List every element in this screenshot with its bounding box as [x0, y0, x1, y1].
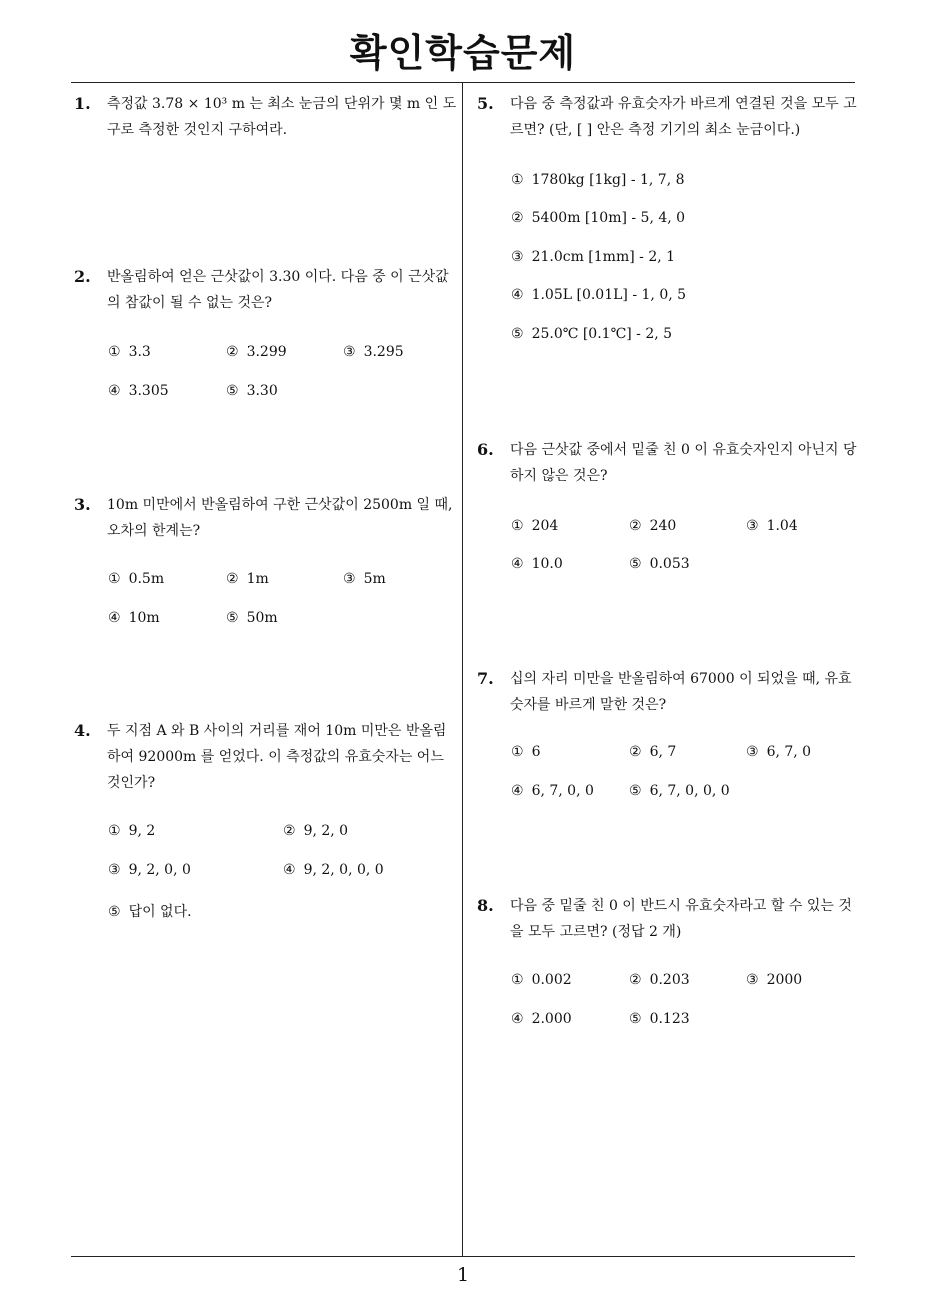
- option-1[interactable]: [108, 344, 151, 360]
- option-1[interactable]: [511, 172, 685, 188]
- option-text: 1.04: [766, 518, 798, 534]
- option-mark: ③: [511, 249, 524, 265]
- option-4[interactable]: [283, 862, 384, 878]
- option-mark: ②: [511, 210, 524, 226]
- option-text: 3.295: [363, 344, 404, 360]
- option-3[interactable]: [343, 571, 386, 587]
- option-5[interactable]: [629, 1011, 690, 1027]
- option-mark: ④: [511, 1011, 524, 1027]
- option-text: 3.299: [246, 344, 287, 360]
- option-text: 3.305: [128, 383, 169, 399]
- option-text: 3.30: [246, 383, 278, 399]
- option-2[interactable]: [226, 571, 269, 587]
- option-mark: ②: [283, 823, 296, 839]
- option-text: 3.3: [128, 344, 151, 360]
- option-text: 5m: [363, 571, 386, 587]
- option-mark: ⑤: [629, 556, 642, 572]
- option-mark: ①: [108, 571, 121, 587]
- option-5[interactable]: [108, 901, 192, 921]
- option-text: 1.05L [0.01L] - 1, 0, 5: [531, 287, 687, 303]
- option-mark: ④: [511, 783, 524, 799]
- bottom-rule: [71, 1256, 855, 1257]
- question-text: 다음 중 밑줄 친 0 이 반드시 유효숫자라고 할 수 있는 것을 모두 고르면? (정답 2 개): [510, 898, 852, 940]
- option-1[interactable]: [511, 744, 540, 760]
- option-text: 6, 7, 0, 0, 0: [649, 783, 730, 799]
- option-mark: ①: [511, 972, 524, 988]
- option-mark: ③: [343, 571, 356, 587]
- option-mark: ②: [629, 972, 642, 988]
- option-mark: ②: [226, 344, 239, 360]
- option-4[interactable]: [108, 383, 169, 399]
- option-mark: ④: [108, 383, 121, 399]
- option-mark: ①: [108, 344, 121, 360]
- question-number: 1.: [74, 94, 91, 113]
- option-mark: ④: [511, 287, 524, 303]
- option-4[interactable]: [108, 610, 160, 626]
- option-mark: ②: [629, 744, 642, 760]
- option-2[interactable]: [629, 744, 676, 760]
- option-text: 0.053: [649, 556, 690, 572]
- option-mark: ③: [746, 518, 759, 534]
- option-text: 답이 없다.: [128, 904, 192, 920]
- option-5[interactable]: [226, 383, 278, 399]
- option-text: 50m: [246, 610, 278, 626]
- option-4[interactable]: [511, 783, 594, 799]
- option-text: 5400m [10m] - 5, 4, 0: [531, 210, 686, 226]
- option-text: 9, 2, 0, 0: [128, 862, 191, 878]
- option-mark: ⑤: [108, 904, 121, 920]
- question-number: 6.: [477, 440, 494, 459]
- option-2[interactable]: [283, 823, 348, 839]
- question-number: 8.: [477, 896, 494, 915]
- option-mark: ①: [511, 744, 524, 760]
- option-5[interactable]: [226, 610, 278, 626]
- option-text: 21.0cm [1mm] - 2, 1: [531, 249, 676, 265]
- option-text: 9, 2: [128, 823, 156, 839]
- option-2[interactable]: [629, 972, 690, 988]
- question-text: 다음 근삿값 중에서 밑줄 친 0 이 유효숫자인지 아닌지 당하지 않은 것은?: [510, 442, 857, 484]
- option-mark: ②: [226, 571, 239, 587]
- option-1[interactable]: [511, 518, 558, 534]
- option-mark: ①: [108, 823, 121, 839]
- option-text: 6, 7: [649, 744, 677, 760]
- question-number: 5.: [477, 94, 494, 113]
- question-text: 10m 미만에서 반올림하여 구한 근삿값이 2500m 일 때, 오차의 한계는?: [107, 497, 453, 539]
- option-mark: ①: [511, 518, 524, 534]
- option-text: 25.0℃ [0.1℃] - 2, 5: [531, 326, 673, 342]
- option-4[interactable]: [511, 287, 686, 303]
- option-1[interactable]: [108, 571, 164, 587]
- option-mark: ③: [746, 744, 759, 760]
- question-number: 7.: [477, 669, 494, 688]
- option-text: 1m: [246, 571, 269, 587]
- option-text: 6, 7, 0, 0: [531, 783, 594, 799]
- option-text: 0.002: [531, 972, 572, 988]
- option-mark: ③: [343, 344, 356, 360]
- option-3[interactable]: [746, 744, 811, 760]
- option-text: 2000: [766, 972, 803, 988]
- column-divider: [462, 83, 463, 1256]
- option-mark: ①: [511, 172, 524, 188]
- option-3[interactable]: [746, 518, 798, 534]
- option-5[interactable]: [629, 783, 730, 799]
- option-text: 6, 7, 0: [766, 744, 812, 760]
- option-text: 10.0: [531, 556, 563, 572]
- page-number: 1: [456, 1264, 470, 1286]
- page-title: 확인학습문제: [349, 31, 577, 75]
- option-text: 0.123: [649, 1011, 690, 1027]
- option-mark: ③: [746, 972, 759, 988]
- option-mark: ③: [108, 862, 121, 878]
- option-text: 10m: [128, 610, 160, 626]
- option-text: 0.203: [649, 972, 690, 988]
- option-mark: ⑤: [629, 1011, 642, 1027]
- option-text: 240: [649, 518, 677, 534]
- option-4[interactable]: [511, 556, 563, 572]
- option-mark: ⑤: [226, 383, 239, 399]
- option-5[interactable]: [629, 556, 690, 572]
- question-number: 2.: [74, 267, 91, 286]
- option-mark: ②: [629, 518, 642, 534]
- option-1[interactable]: [511, 972, 572, 988]
- option-text: 9, 2, 0: [303, 823, 349, 839]
- option-1[interactable]: [108, 823, 155, 839]
- option-mark: ⑤: [629, 783, 642, 799]
- option-3[interactable]: [108, 862, 191, 878]
- option-mark: ⑤: [511, 326, 524, 342]
- option-mark: ⑤: [226, 610, 239, 626]
- option-mark: ④: [511, 556, 524, 572]
- top-rule: [71, 82, 855, 83]
- option-text: 0.5m: [128, 571, 165, 587]
- option-5[interactable]: [511, 326, 672, 342]
- option-4[interactable]: [511, 1011, 572, 1027]
- option-2[interactable]: [629, 518, 676, 534]
- question-text: 두 지점 A 와 B 사이의 거리를 재어 10m 미만은 반올림하여 92000m 를 얻었다. 이 측정값의 유효숫자는 어느 것인가?: [107, 723, 447, 791]
- option-3[interactable]: [511, 249, 675, 265]
- option-text: 204: [531, 518, 559, 534]
- option-text: 9, 2, 0, 0, 0: [303, 862, 384, 878]
- question-number: 3.: [74, 495, 91, 514]
- question-text: 다음 중 측정값과 유효숫자가 바르게 연결된 것을 모두 고르면? (단, [ ] 안은 측정 기기의 최소 눈금이다.): [510, 96, 857, 138]
- option-mark: ④: [108, 610, 121, 626]
- option-2[interactable]: [511, 210, 685, 226]
- option-text: 6: [531, 744, 541, 760]
- option-text: 1780kg [1kg] - 1, 7, 8: [531, 172, 685, 188]
- option-3[interactable]: [343, 344, 404, 360]
- question-text: 반올림하여 얻은 근삿값이 3.30 이다. 다음 중 이 근삿값의 참값이 될 수 없는 것은?: [107, 269, 449, 311]
- option-text: 2.000: [531, 1011, 572, 1027]
- option-2[interactable]: [226, 344, 287, 360]
- question-text: 십의 자리 미만을 반올림하여 67000 이 되었을 때, 유효숫자를 바르게 말한 것은?: [510, 671, 852, 713]
- option-mark: ④: [283, 862, 296, 878]
- question-text: 측정값 3.78 × 10³ m 는 최소 눈금의 단위가 몇 m 인 도구로 측정한 것인지 구하여라.: [107, 96, 457, 138]
- question-number: 4.: [74, 721, 91, 740]
- option-3[interactable]: [746, 972, 802, 988]
